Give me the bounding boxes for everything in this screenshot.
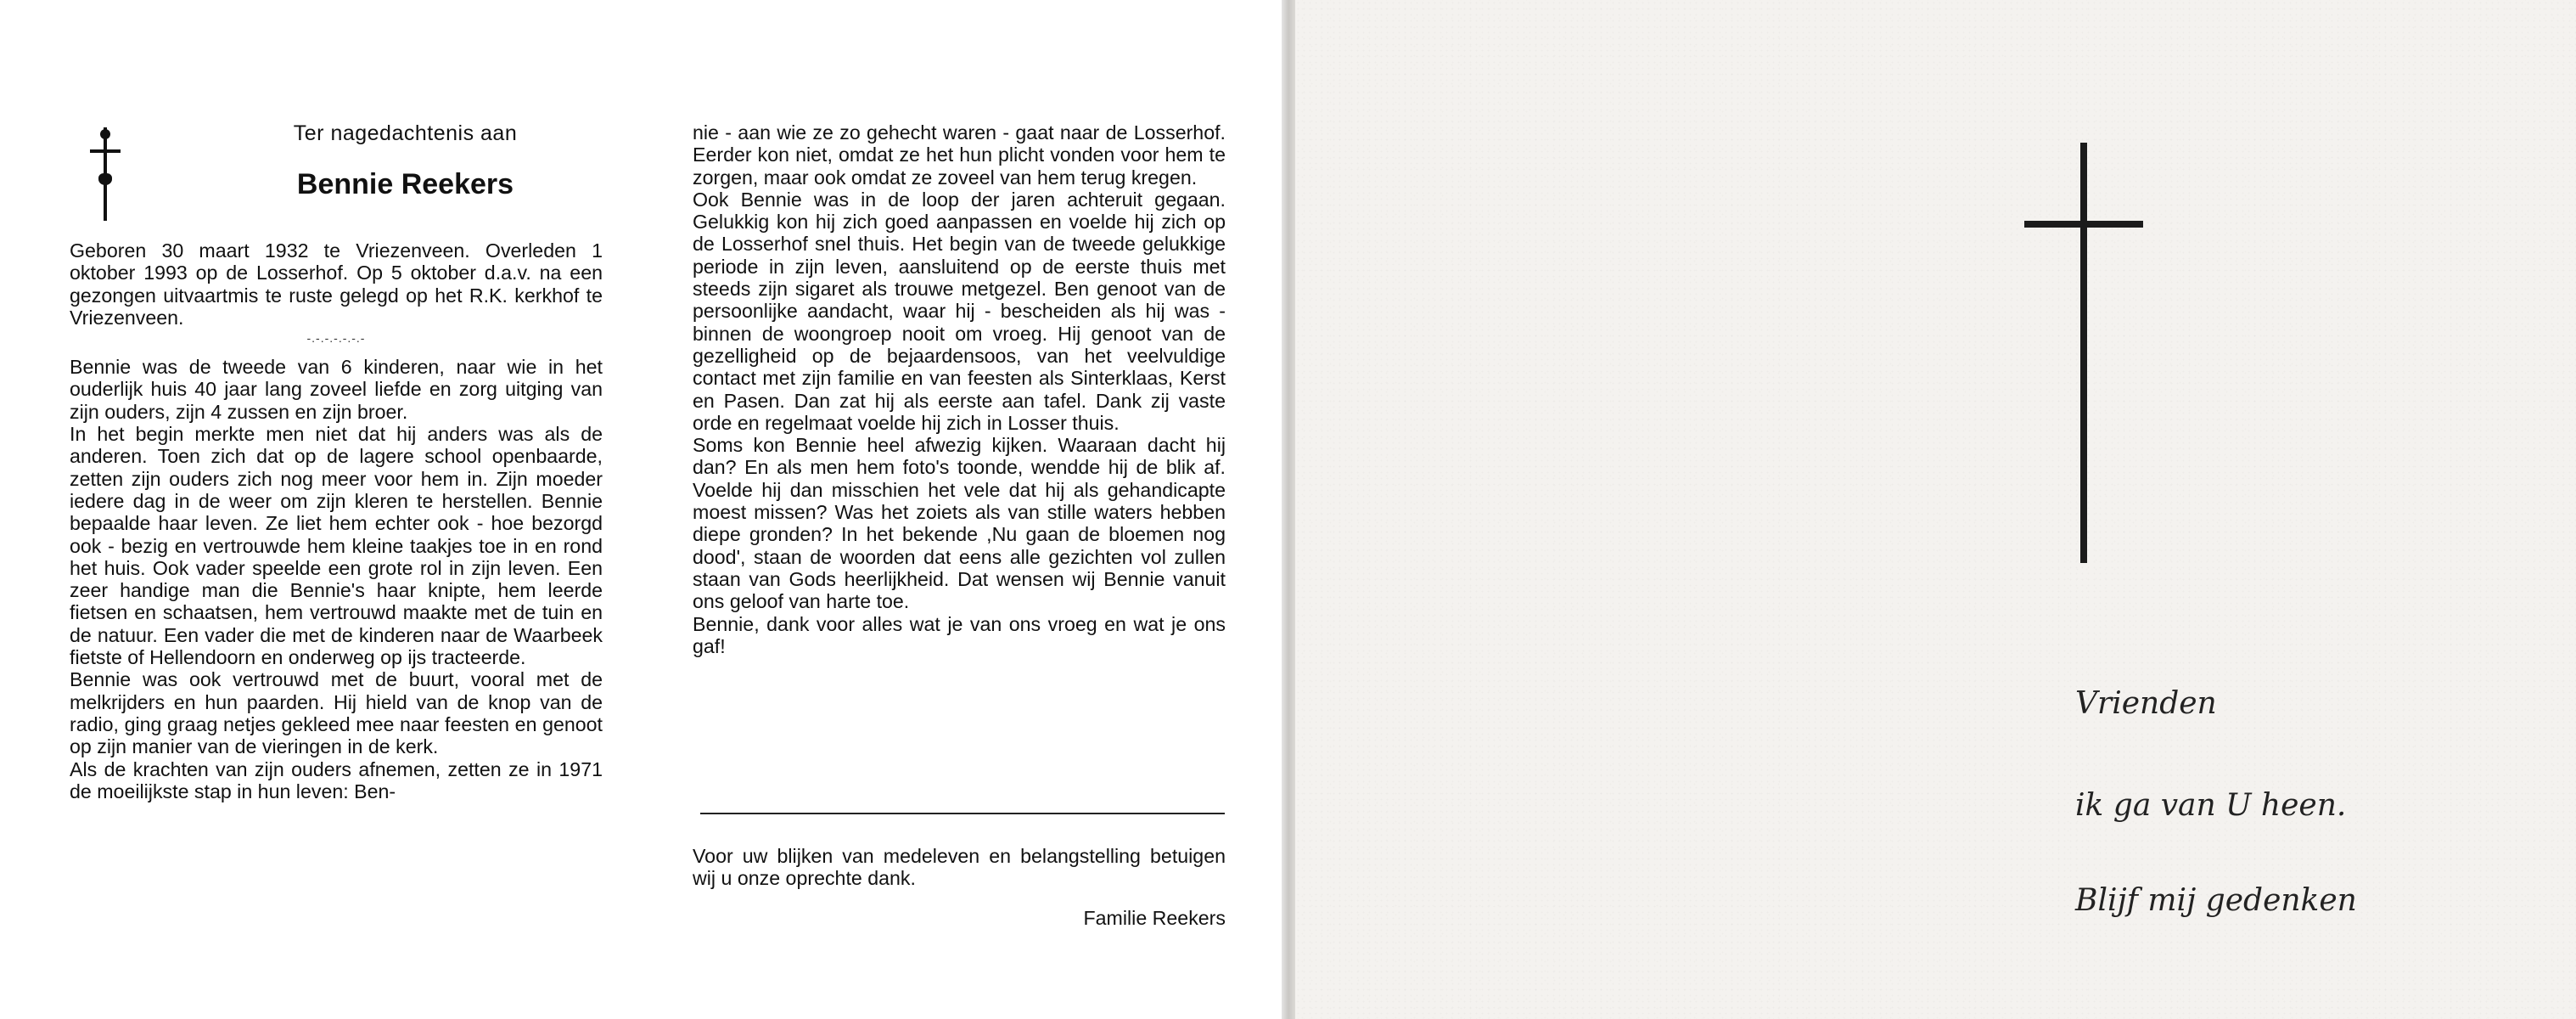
verse-line-1: Vrienden [2075, 686, 2217, 721]
divider-line [700, 813, 1225, 814]
birth-death-paragraph: Geboren 30 maart 1932 te Vriezenveen. Overleden 1 oktober 1993 op de Losserhof. Op 5 oktober d.a.v. na een gezongen uitvaartmis te ruste gelegd op het R.K. kerkhof te Vriezenveen. [70, 239, 603, 329]
paragraph: Bennie was de tweede van 6 kinderen, naar wie in het ouderlijk huis 40 jaar lang zoveel liefde en zorg uitging van zijn ouders, zijn 4 zussen en zijn broer. [70, 356, 603, 423]
paragraph: Bennie was ook vertrouwd met de buurt, vooral met de melkrijders en hun paarden. Hij hield van de knop van de radio, ging graag netjes gekleed mee naar feesten en genoot op zijn manier van de vieringen in de kerk. [70, 668, 603, 758]
family-signature: Familie Reekers [1083, 907, 1226, 929]
paragraph: In het begin merkte men niet dat hij anders was als de anderen. Toen zich dat op de lagere school openbaarde, zetten zijn ouders zich nog meer voor hem in. Zijn moeder iedere dag in de weer om zijn kleren te herstellen. Bennie bepaalde haar leven. Ze liet hem echter ook - hoe bezorgd ook - bezig en vertrouwde hem kleine taakjes toe in en rond het huis. Ook vader speelde een grote rol in zijn leven. Een zeer handige man die Bennie's haar knipte, hem leerde fietsen en schaatsen, hem vertrouwd maakte met de tuin en de natuur. Een vader die met de kinderen naar de Waarbeek fietste of Hellendoorn en onderweg op ijs tracteerde. [70, 423, 603, 669]
page-fold [1282, 0, 1295, 1019]
large-cross-icon [2024, 143, 2143, 563]
paragraph: Als de krachten van zijn ouders afnemen, zetten ze in 1971 de moeilijkste stap in hun leven: Ben- [70, 757, 603, 802]
deceased-name: Bennie Reekers [296, 168, 514, 200]
text-column-2 [693, 121, 1226, 657]
paragraph: Soms kon Bennie heel afwezig kijken. Waaraan dacht hij dan? En als men hem foto's toonde, wendde hij de blik af. Voelde hij dan misschien het vele dat hij als gehandicapte moest missen? Was het zoiets als van stille waters hebben diepe gronden? In het bekende ,Nu gaan de bloemen nog dood', staan de woorden dat eens alle gezichten vol zullen staan van Gods heerlijkheid. Dat wensen wij Bennie vanuit ons geloof van harte toe. [693, 434, 1226, 613]
paragraph: Ook Bennie was in de loop der jaren achteruit gegaan. Gelukkig kon hij zich goed aanpassen en voelde hij zich op de Losserhof snel thuis. Het begin van de tweede gelukkige periode in zijn leven, aansluitend op de eerste thuis met steeds zijn sigaret als trouwe metgezel. Ben genoot van de persoonlijke aandacht, waar hij - bescheiden als hij was - binnen de woongroep nooit om vroeg. Hij genoot van de gezelligheid op de bejaardensoos, van het veelvuldige contact met zijn familie en van feesten als Sinterklaas, Kerst en Pasen. Dan zat hij als eerste aan tafel. Dank zij vaste orde en regelmaat voelde hij zich in Losser thuis. [693, 188, 1226, 434]
text-column-1 [70, 239, 603, 802]
cross-icon [85, 127, 126, 221]
thanks-text: Voor uw blijken van medeleven en belangstelling betuigen wij u onze oprechte dank. [693, 845, 1226, 890]
memorial-heading: Ter nagedachtenis aan [293, 121, 518, 145]
paragraph: nie - aan wie ze zo gehecht waren - gaat naar de Losserhof. Eerder kon niet, omdat ze het hun plicht vonden voor hem te zorgen, maar ook omdat ze zoveel van hem terug kregen. [693, 121, 1226, 189]
right-page [1295, 0, 2576, 1019]
verse-line-2: ik ga van U heen. [2075, 788, 2347, 823]
verse-line-3: Blijf mij gedenken [2075, 883, 2357, 918]
separator-dashes: -.-.-.-.-.-.- [306, 331, 366, 346]
paragraph: Bennie, dank voor alles wat je van ons vroeg en wat je ons gaf! [693, 612, 1226, 657]
left-page [0, 0, 1282, 1019]
